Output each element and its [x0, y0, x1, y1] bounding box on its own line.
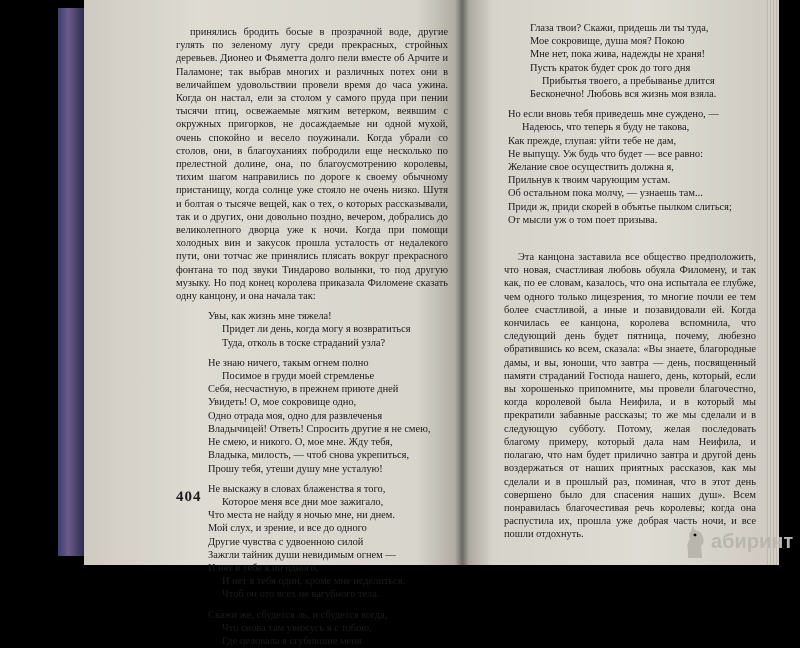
- verse-line: Прильнув к твоим чарующим устам.: [508, 175, 671, 187]
- verse-line: Надеюсь, что теперь я буду не такова,: [522, 122, 690, 134]
- verse-line: Бесконечно! Любовь вся жизнь моя взяла.: [530, 89, 717, 101]
- labyrinth-knight-icon: [682, 524, 708, 560]
- verse-line: Желание свое осуществить должна я,: [508, 162, 674, 174]
- verse-line: Что снова там увижусь я с тобою,: [222, 622, 372, 634]
- verse-line: Увы, как жизнь мне тяжела!: [208, 311, 332, 323]
- verse-line: Пусть краток будет срок до того дня: [530, 62, 691, 74]
- right-page-text: [504, 22, 756, 542]
- book-gutter: [455, 0, 469, 565]
- left-prose-paragraph: принялись бродить босые в прозрачной воде, другие гулять по зеленому лугу среди прекрасных, стройных деревьев. Дионео и Фьяметта долго пели вместе об Арчите и Паламоне; так выбрав многих и различных потех они в величайшем удовольствии провели время до часа ужина. Когда он настал, ели за столом у самого пруда при пении тысячи птиц, освежаемые мягким ветерком, веявшим с окружных пригорков, не досаждаемые ни одной мухой, очень спокойно и весело поужинали. Когда убрали со столов, они, в благоуханиях побродили еще несколько по прелестной долине, она, по благоусмотрению королевы, тихим шагом направились по дороге к своему обычному пристанищу, когда солнце уже стояло не очень низко. Шутя и болтая о тысяче вещей, как о тех, о которых рассказывали, так и о других, они довольно поздно, вечером, добрались до великолепного дворца уже к ночи. Когда при помощи холодных вин и закусок прошла усталость от недалекого пути, они тотчас же принялись плясать вокруг прекрасного фонтана то под звуки Тиндарово волынки, то под другую музыку. Но под конец королева приказала Филомене сказать одну канцону, и она начала так:: [176, 27, 448, 303]
- verse-line: Приди ж, приди скорей в объятье пылком слиться;: [508, 201, 732, 213]
- verse-line: Прибытья твоего, а пребыванье длится: [542, 75, 715, 87]
- verse-line: Туда, отколь в тоске страданий узла?: [222, 337, 386, 349]
- verse-line: Прошу тебя, утеши душу мне усталую!: [208, 463, 383, 475]
- verse-line: Но если вновь тебя приведешь мне суждено, —: [508, 109, 719, 121]
- left-verse-stanza-4: [176, 609, 448, 648]
- verse-line: Не знаю ничего, такым огнем полно: [208, 357, 369, 369]
- verse-line: Владычицей! Ответь! Спросить другие я не смею,: [208, 423, 431, 435]
- verse-line: Глаза твои? Скажи, придешь ли ты туда,: [530, 23, 709, 34]
- labirint-logo: [682, 522, 793, 562]
- right-page: [462, 0, 767, 565]
- verse-line: Зажгли тайник души невидимым огнем —: [208, 549, 396, 561]
- verse-line: Что места не найду я ночью мне, ни днем.: [208, 510, 395, 522]
- verse-line: Увидеть! О, мое сокровище одно,: [208, 397, 357, 409]
- verse-line: Как прежде, глупая: уйти тебе не дам,: [508, 135, 677, 147]
- verse-line: Другие чувства с удвоенною силой: [208, 536, 364, 548]
- left-page: [84, 0, 462, 647]
- verse-line: Себя, несчастную, в прежнем приюте дней: [208, 384, 399, 396]
- verse-line: Об остальном пока молчу, — узнаешь там...: [508, 188, 703, 200]
- verse-line: Мне нет, пока жива, надежды не храня!: [530, 49, 705, 61]
- verse-line: Не выпущу. Уж будь что будет — все равно:: [508, 148, 704, 160]
- right-prose-paragraph: Эта канцона заставила все общество предположить, что новая, счастливая любовь обуяла Филомену, и так как, по ее словам, казалось, что она испытала ее глубже, чем одного только лицезрения, то многие почли ее тем более счастливой, а иные и позавидовали ей. Когда кончилась ее канцона, королева вспомнила, что следующий день будет пятница, почему, любезно обратившись ко всем, сказала: «Вы знаете, благородные дамы, и вы, юноши, что завтра — день, посвященный памяти страданий Господа нашего, день, который, если вы хорошенько припомните, мы провели благочестно, когда королевой была Неифила, и в который мы прекратили забавные рассказы; то же мы сделали и в следующую субботу. Потому, желая последовать благому примеру, который дала нам Неифила, и полагаю, что нам будет прилично завтра и другой день воздержаться от наших приятных рассказов, как мы сделали и в прошлый раз, поминая, что в этот день совершено было для спасения наших душ». Всем понравилась благочестивая речь королевы; когда она распустила их, прошла уже добрая часть ночи, и все пошли отдохнуть.: [504, 252, 756, 541]
- verse-line: Придет ли день, когда могу я возвратиться: [222, 324, 411, 336]
- verse-line: Которое меня все дни мое зажигало,: [222, 496, 384, 508]
- verse-line: От мысли уж о том поет призыва.: [508, 214, 658, 226]
- verse-line: Мой слух, и зрение, и все до одного: [208, 523, 367, 535]
- verse-line: Не выскажу в словах блаженства я того,: [208, 483, 386, 495]
- verse-line: И нет я тебя один, кроме мне неделиться.: [222, 576, 406, 588]
- verse-line: Владыка, милость, — чтоб снова укрепиться,: [208, 450, 410, 462]
- verse-line: Одно отрада моя, одно для развлеченья: [208, 410, 383, 422]
- right-verse-stanza-2: [504, 108, 756, 227]
- left-verse-stanza-3: [176, 483, 448, 602]
- left-verse-stanza-1: [176, 310, 448, 350]
- verse-line: И нет в тебе я ни одного,: [208, 562, 319, 574]
- page-edges: [767, 0, 779, 565]
- left-page-text: [176, 26, 448, 648]
- book-spine: [58, 8, 84, 556]
- right-verse-stanza-1: [504, 22, 756, 101]
- logo-text: абиринт: [711, 530, 794, 553]
- verse-line: Скажи же, сбудется ль, и сбудется когда,: [208, 609, 388, 621]
- left-verse-stanza-2: [176, 357, 448, 476]
- verse-line: Чтоб он ото всех не вагубного тела.: [222, 589, 380, 601]
- page-number: 404: [176, 489, 202, 505]
- verse-line: Где целовала я сгубившие меня: [222, 635, 362, 647]
- verse-line: Посимое в груди моей стремленье: [222, 371, 375, 383]
- verse-line: Мое сокровище, душа моя? Покою: [530, 36, 685, 48]
- verse-line: Не смею, и никого. О, мое мне. Жду тебя,: [208, 437, 393, 449]
